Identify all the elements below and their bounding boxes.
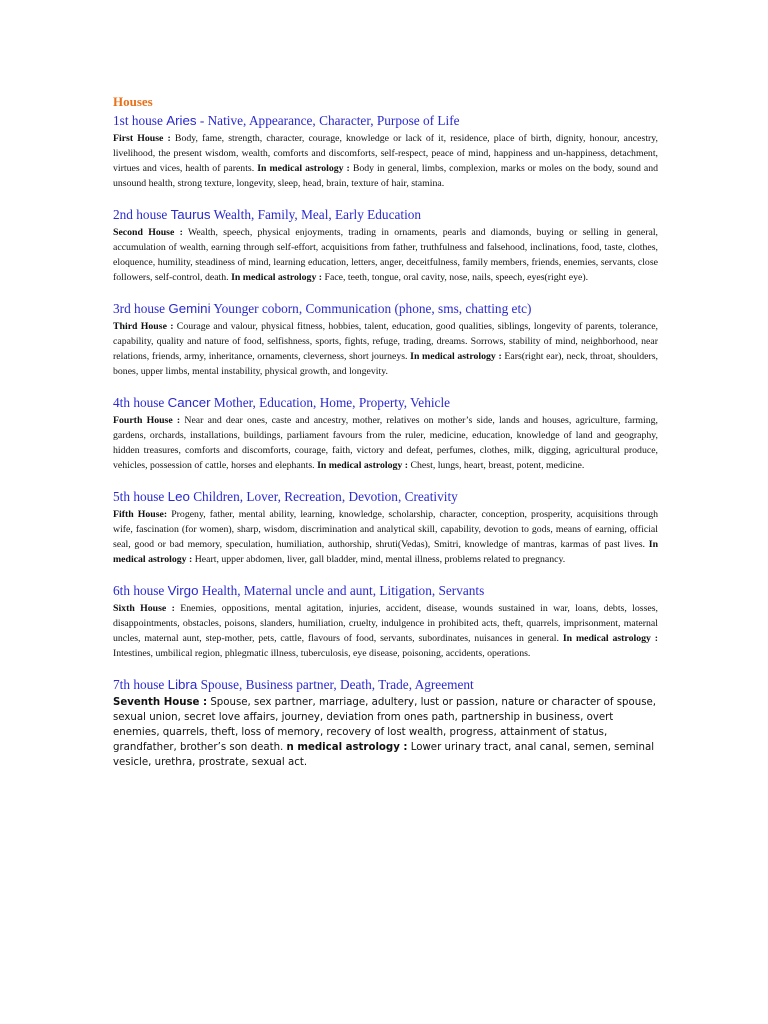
house-description	[113, 319, 658, 379]
house-label: Second House :	[113, 227, 183, 238]
house-number: 6th house	[113, 583, 165, 598]
house-text: Enemies, oppositions, mental agitation, injuries, accident, disease, wounds sustained in war, loans, debts, losses, disappointments, obstacles, poisons, slanders, humiliation, cruelty, indulgence in prohibited acts, theft, quarrels, imprisonment, maternal uncles, maternal aunt, step-mother, pets, cattle, flavours of food, servants, subordinates, nuisances in general.	[113, 603, 659, 644]
house-label: First House :	[113, 133, 171, 144]
house-themes: Mother, Education, Home, Property, Vehicle	[213, 395, 451, 410]
house-description	[113, 131, 658, 191]
medical-label: In medical astrology :	[562, 633, 659, 644]
medical-label: n medical astrology :	[286, 742, 408, 753]
house-description	[113, 507, 658, 567]
medical-text: Intestines, umbilical region, phlegmatic illness, tuberculosis, eye disease, poisoning, accidents, operations.	[113, 648, 531, 659]
house-themes: Younger coborn, Communication (phone, sms, chatting etc)	[213, 301, 532, 316]
house-number: 7th house	[113, 677, 165, 692]
house-label: Sixth House :	[113, 603, 175, 614]
medical-label: In medical astrology :	[410, 351, 502, 362]
zodiac-sign: Virgo	[167, 583, 199, 598]
house-section	[113, 395, 658, 473]
zodiac-sign: Libra	[167, 677, 198, 692]
page-title: Houses	[113, 94, 153, 109]
house-heading	[113, 301, 658, 317]
house-heading	[113, 395, 658, 411]
house-section	[113, 583, 658, 661]
house-themes: Wealth, Family, Meal, Early Education	[213, 207, 422, 222]
house-sections	[113, 113, 658, 770]
medical-text: Lower urinary tract, anal canal, semen, seminal vesicle, urethra, prostrate, sexual act.	[113, 742, 655, 768]
house-number: 4th house	[113, 395, 165, 410]
house-text: Wealth, speech, physical enjoyments, trading in ornaments, pearls and diamonds, buying or selling in general, accumulation of wealth, earning through self-effort, acquisitions from father, truthfulness and falsehood, inclinations, food, taste, clothes, eloquence, humility, steadiness of mind, learning education, letters, anger, deceitfulness, family members, friends, enemies, servants, close followers, self-control, death.	[113, 227, 659, 283]
house-section	[113, 677, 658, 770]
zodiac-sign: Aries	[166, 113, 197, 128]
house-themes: Spouse, Business partner, Death, Trade, Agreement	[200, 677, 474, 692]
medical-label: In medical astrology :	[231, 272, 323, 283]
house-description	[113, 695, 658, 770]
zodiac-sign: Leo	[167, 489, 190, 504]
house-section	[113, 113, 658, 191]
house-section	[113, 207, 658, 285]
medical-text: Face, teeth, tongue, oral cavity, nose, nails, speech, eyes(right eye).	[324, 272, 589, 283]
house-text: Near and dear ones, caste and ancestry, mother, relatives on mother’s side, lands and houses, agriculture, farming, gardens, orchards, installations, buildings, parliament favours from the ruler, medicine, education, knowledge of land and geography, hidden treasures, comforts and discomforts, courage, faith, victory and defeat, perfumes, clothes, milk, digging, agricultural produce, vehicles, possession of cattle, horses and elephants.	[113, 415, 659, 471]
house-heading	[113, 113, 658, 129]
zodiac-sign: Gemini	[168, 301, 211, 316]
house-description	[113, 225, 658, 285]
house-text: Body, fame, strength, character, courage, knowledge or lack of it, residence, place of birth, dignity, honour, ancestry, livelihood, the present wisdom, wealth, comforts and discomforts, self-respect, peace of mind, happiness and un-happiness, detachment, virtues and vices, health of parents.	[113, 133, 659, 174]
house-heading	[113, 677, 658, 693]
house-section	[113, 489, 658, 567]
house-label: Fifth House:	[113, 509, 168, 520]
house-themes: Health, Maternal uncle and aunt, Litigation, Servants	[201, 583, 485, 598]
house-text: Courage and valour, physical fitness, hobbies, talent, education, good qualities, siblings, longevity of parents, tolerance, capability, quality and nature of food, selfishness, sports, fights, refuge, trading, dreams. Sorrows, stability of mind, neighborhood, near relations, friends, army, inheritance, ornaments, cleverness, short journeys.	[113, 321, 659, 362]
house-number: 1st house	[113, 113, 163, 128]
house-description	[113, 413, 658, 473]
medical-text: Heart, upper abdomen, liver, gall bladder, mind, mental illness, problems related to pregnancy.	[194, 554, 566, 565]
house-heading	[113, 489, 658, 505]
house-number: 3rd house	[113, 301, 166, 316]
house-label: Seventh House :	[113, 697, 208, 708]
zodiac-sign: Cancer	[167, 395, 211, 410]
document-content	[113, 94, 658, 786]
house-themes: - Native, Appearance, Character, Purpose of Life	[199, 113, 460, 128]
medical-label: In medical astrology :	[257, 163, 350, 174]
medical-label: In medical astrology :	[113, 539, 659, 565]
medical-label: In medical astrology :	[317, 460, 409, 471]
house-heading	[113, 207, 658, 223]
house-text: Progeny, father, mental ability, learning, knowledge, scholarship, character, conception, prosperity, acquisitions through wife, fascination (for women), sharp, wisdom, discrimination and analytical skill, capability, devotion to gods, means of earning, official seal, good or bad memory, speculation, humiliation, authorship, shruti(Vedas), Smitri, knowledge of mantras, karmas of past lives.	[113, 509, 658, 550]
house-number: 2nd house	[113, 207, 168, 222]
house-themes: Children, Lover, Recreation, Devotion, Creativity	[193, 489, 458, 504]
medical-text: Chest, lungs, heart, breast, potent, medicine.	[410, 460, 585, 471]
house-section	[113, 301, 658, 379]
house-label: Third House :	[113, 321, 174, 332]
house-label: Fourth House :	[113, 415, 181, 426]
medical-text: Ears(right ear), neck, throat, shoulders, bones, upper limbs, mental instability, physical growth, and longevity.	[113, 351, 659, 377]
house-heading	[113, 583, 658, 599]
medical-text: Body in general, limbs, complexion, marks or moles on the body, sound and unsound health, strong texture, longevity, sleep, head, brain, texture of hair, stamina.	[113, 163, 659, 189]
house-number: 5th house	[113, 489, 165, 504]
zodiac-sign: Taurus	[170, 207, 211, 222]
house-text: Spouse, sex partner, marriage, adultery, lust or passion, nature or character of spouse, sexual union, secret love affairs, journey, deviation from ones path, partnership in business, overt enemies, quarrels, theft, loss of memory, recovery of lost wealth, progress, attainment of status, grandfather, brother’s son death.	[113, 697, 657, 753]
house-description	[113, 601, 658, 661]
